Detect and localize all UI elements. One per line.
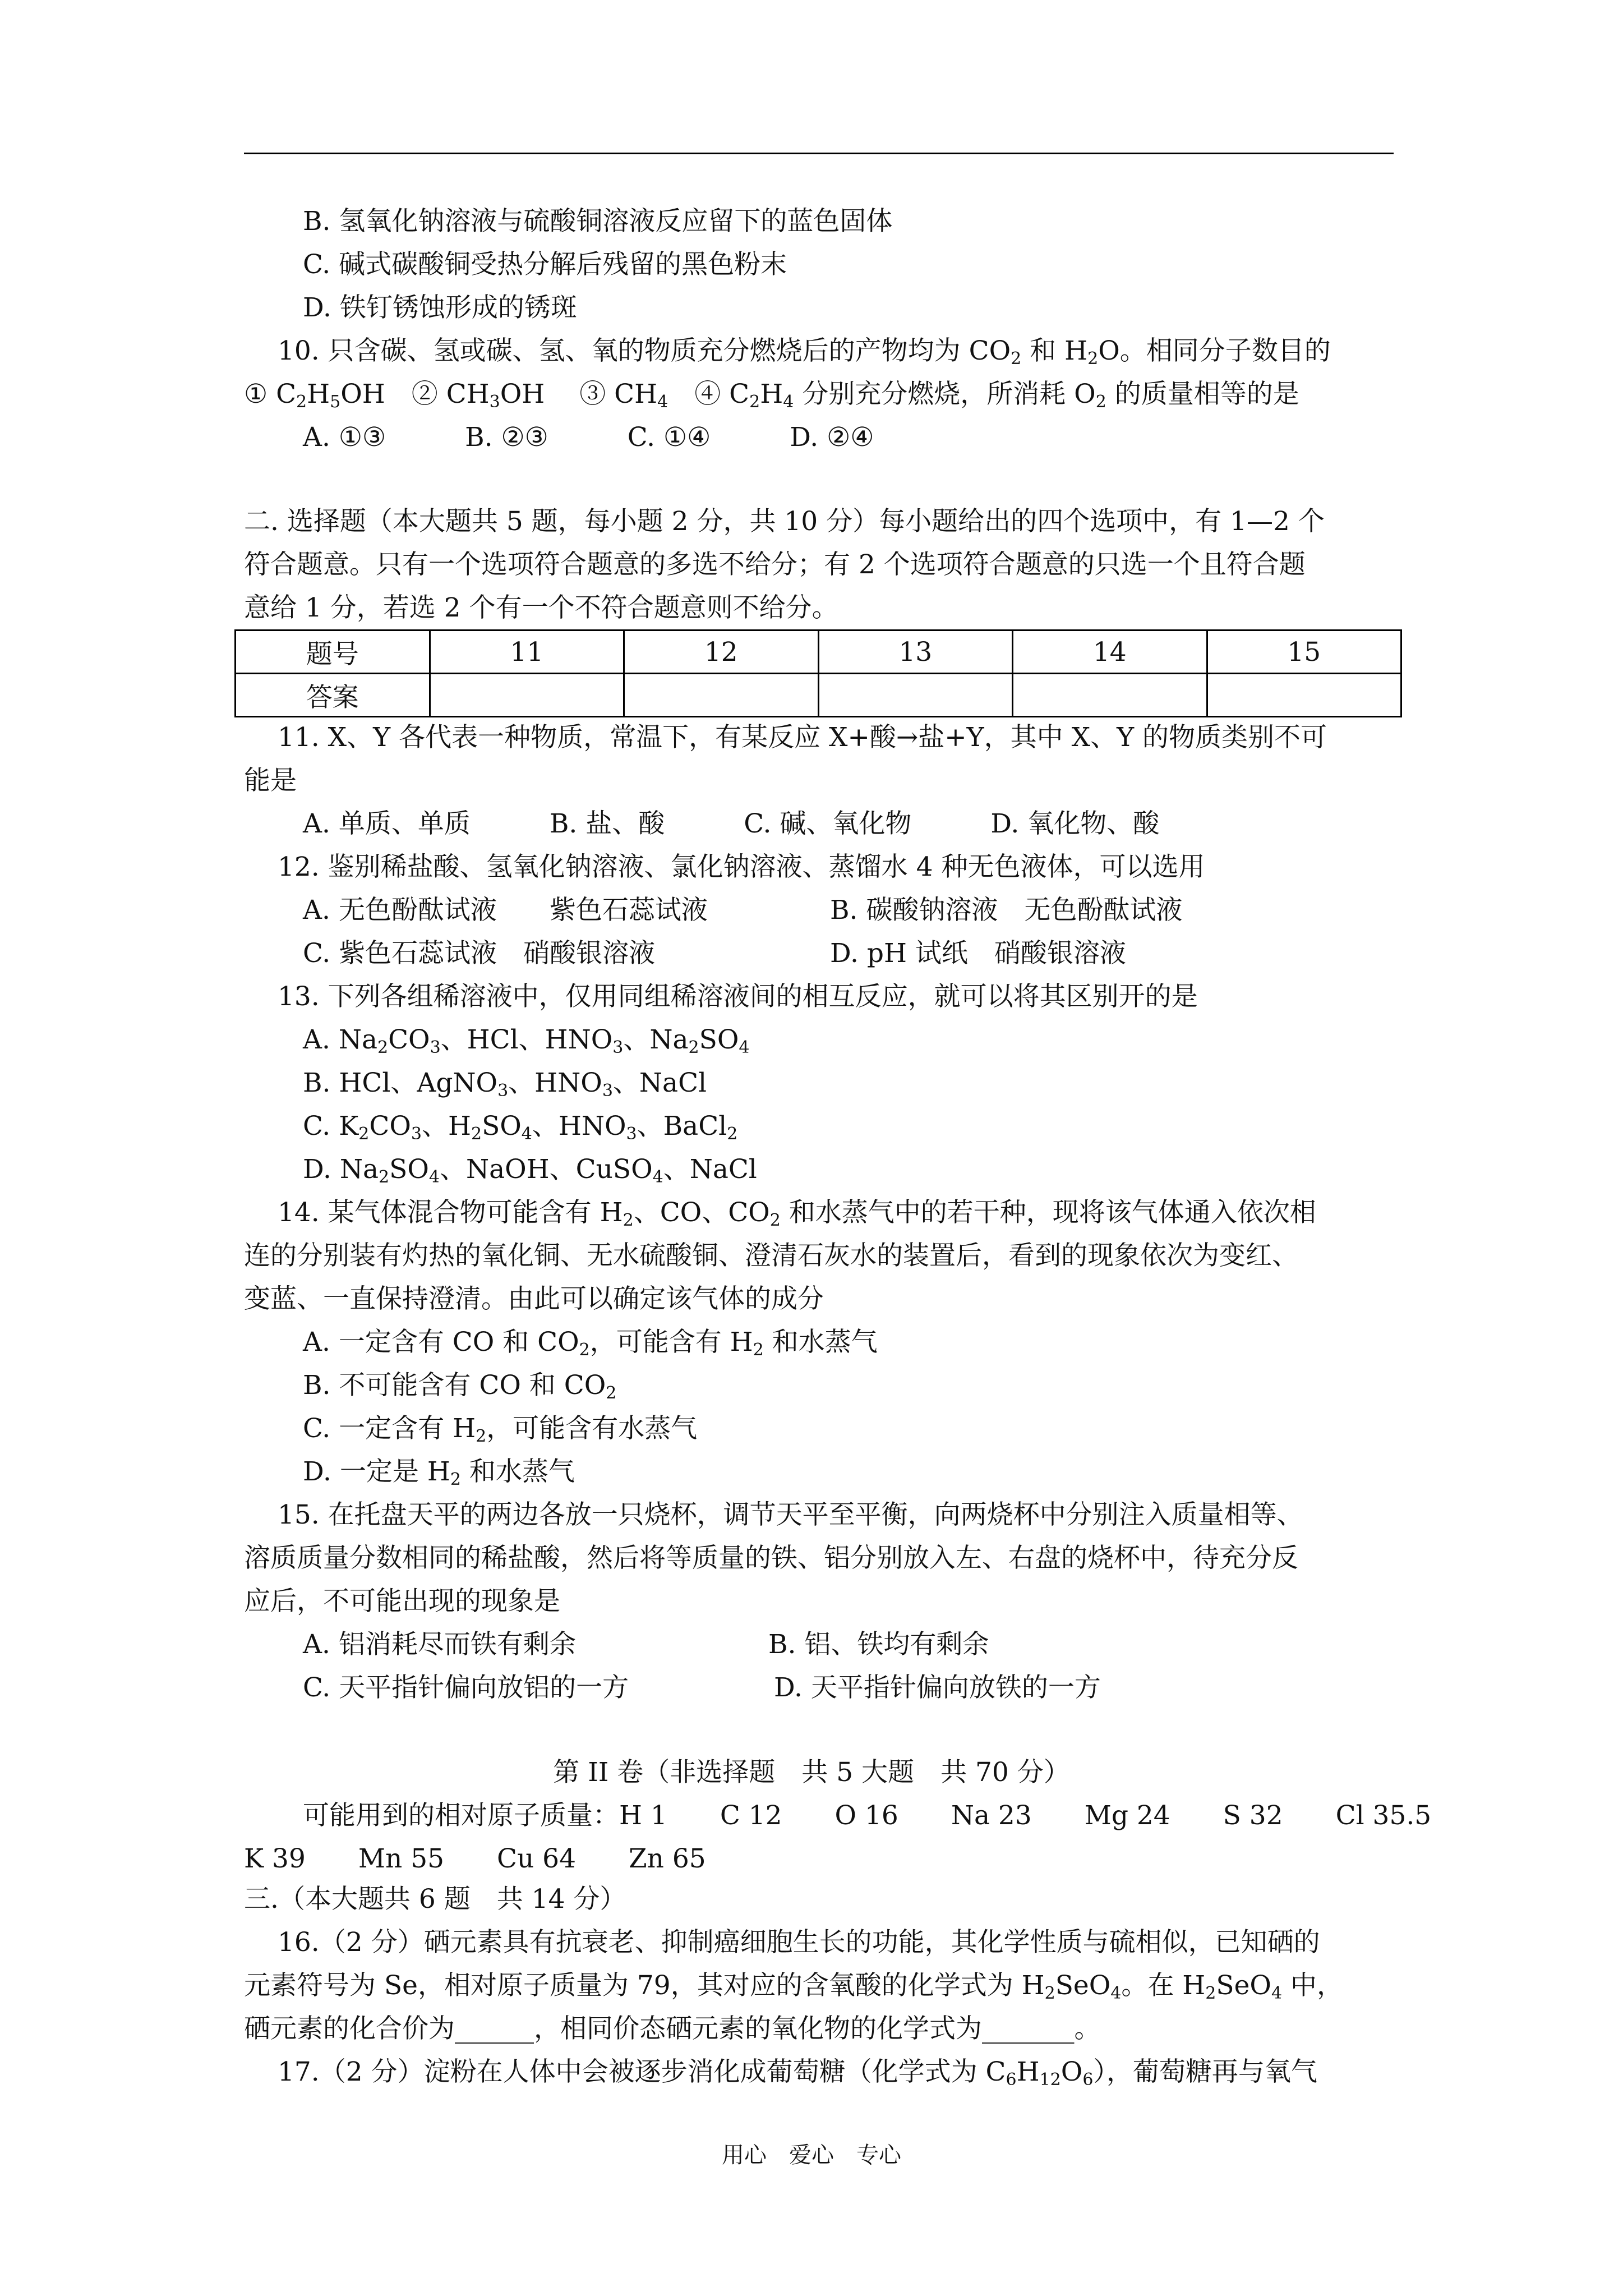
q11-stem-line1: 11. X、Y 各代表一种物质，常温下，有某反应 X+酸→盐+Y，其中 X、Y 的物质类别不可 bbox=[278, 722, 1327, 753]
table-row bbox=[236, 674, 1401, 717]
q9-option-d: D. 铁钉锈蚀形成的锈斑 bbox=[303, 292, 577, 323]
section2-intro-line1: 二. 选择题（本大题共 5 题，每小题 2 分，共 10 分）每小题给出的四个选项中，有 1—2 个 bbox=[244, 506, 1325, 537]
q15-option-a: A. 铝消耗尽而铁有剩余 bbox=[303, 1629, 576, 1660]
answer-cell[interactable] bbox=[818, 674, 1013, 717]
q15-stem-line1: 15. 在托盘天平的两边各放一只烧杯，调节天平至平衡，向两烧杯中分别注入质量相等、 bbox=[278, 1499, 1303, 1530]
table-number-cell: 12 bbox=[624, 631, 819, 674]
q11-options: A. 单质、单质 B. 盐、酸 C. 碱、氧化物 D. 氧化物、酸 bbox=[303, 808, 1160, 839]
q15-option-c: C. 天平指针偏向放铝的一方 bbox=[303, 1672, 629, 1703]
q13-stem: 13. 下列各组稀溶液中，仅用同组稀溶液间的相互反应，就可以将其区别开的是 bbox=[278, 981, 1198, 1012]
table-row bbox=[236, 631, 1401, 674]
q12-option-d: D. pH 试纸 硝酸银溶液 bbox=[830, 938, 1126, 969]
q12-option-c: C. 紫色石蕊试液 硝酸银溶液 bbox=[303, 938, 656, 969]
page-footer: 用心 爱心 专心 bbox=[722, 2142, 901, 2168]
q14-stem-line3: 变蓝、一直保持澄清。由此可以确定该气体的成分 bbox=[244, 1283, 824, 1314]
section3-heading: 三.（本大题共 6 题 共 14 分） bbox=[244, 1884, 626, 1915]
q12-option-a: A. 无色酚酞试液 紫色石蕊试液 bbox=[303, 895, 708, 926]
q10-stem-line1: 10. 只含碳、氢或碳、氢、氧的物质充分燃烧后的产物均为 $CO_2$ 和 $H_2O$。相同分子数目的 bbox=[278, 335, 1331, 369]
q14-stem-line1: 14. 某气体混合物可能含有 $H_2$、CO、$CO_2$ 和水蒸气中的若干种，现将该气体通入依次相 bbox=[278, 1197, 1316, 1230]
table-number-cell: 14 bbox=[1013, 631, 1207, 674]
q17-stem-line1: 17.（2 分）淀粉在人体中会被逐步消化成葡萄糖（化学式为 $C_6H_{12}O_6$），葡萄糖再与氧气 bbox=[278, 2056, 1317, 2090]
answer-cell[interactable] bbox=[1013, 674, 1207, 717]
q16-stem-line3: 硒元素的化合价为______，相同价态硒元素的氧化物的化学式为_______。 bbox=[244, 2013, 1101, 2044]
atomic-masses-line2: K 39 Mn 55 Cu 64 Zn 65 bbox=[244, 1843, 706, 1874]
q14-option-a: A. 一定含有 CO 和 $CO_2$，可能含有 $H_2$ 和水蒸气 bbox=[303, 1327, 878, 1360]
q16-stem-line2: 元素符号为 Se，相对原子质量为 79，其对应的含氧酸的化学式为 $H_2SeO_4$。在 $H_2SeO_4$ 中， bbox=[244, 1970, 1343, 2003]
q14-option-c: C. 一定含有 $H_2$，可能含有水蒸气 bbox=[303, 1413, 698, 1446]
q13-option-a: A. $Na_2CO_3$、HCl、$HNO_3$、$Na_2SO_4$ bbox=[303, 1024, 750, 1057]
answer-cell[interactable] bbox=[430, 674, 624, 717]
answer-cell[interactable] bbox=[1207, 674, 1401, 717]
q15-stem-line3: 应后，不可能出现的现象是 bbox=[244, 1586, 560, 1617]
q14-option-b: B. 不可能含有 CO 和 $CO_2$ bbox=[303, 1370, 617, 1403]
q13-option-b: B. HCl、AgNO$_3$、$HNO_3$、NaCl bbox=[303, 1068, 707, 1101]
section2-intro-line3: 意给 1 分，若选 2 个有一个不符合题意则不给分。 bbox=[244, 592, 838, 623]
q15-option-b: B. 铝、铁均有剩余 bbox=[768, 1629, 989, 1660]
q9-option-b: B. 氢氧化钠溶液与硫酸铜溶液反应留下的蓝色固体 bbox=[303, 206, 893, 237]
q10-stem-line2: ① $C_2H_5OH$ ② $CH_3OH$ ③ $CH_4$ ④ $C_2H_4$ 分别充分燃烧，所消耗 $O_2$ 的质量相等的是 bbox=[244, 379, 1299, 412]
table-number-cell: 15 bbox=[1207, 631, 1401, 674]
answer-cell[interactable] bbox=[624, 674, 819, 717]
q12-option-b: B. 碳酸钠溶液 无色酚酞试液 bbox=[830, 895, 1183, 926]
table-number-cell: 11 bbox=[430, 631, 624, 674]
header-rule bbox=[244, 153, 1394, 154]
q14-stem-line2: 连的分别装有灼热的氧化铜、无水硫酸铜、澄清石灰水的装置后，看到的现象依次为变红、 bbox=[244, 1240, 1298, 1271]
section2-intro-line2: 符合题意。只有一个选项符合题意的多选不给分；有 2 个选项符合题意的只选一个且符合题 bbox=[244, 549, 1306, 580]
atomic-masses-line1: 可能用到的相对原子质量：H 1 C 12 O 16 Na 23 Mg 24 S 32 Cl 35.5 bbox=[303, 1800, 1432, 1831]
q11-stem-line2: 能是 bbox=[244, 765, 297, 796]
q9-option-c: C. 碱式碳酸铜受热分解后残留的黑色粉末 bbox=[303, 249, 787, 280]
q15-stem-line2: 溶质质量分数相同的稀盐酸，然后将等质量的铁、铝分别放入左、右盘的烧杯中，待充分反 bbox=[244, 1543, 1298, 1573]
table-header-cell: 答案 bbox=[236, 674, 430, 717]
q14-option-d: D. 一定是 $H_2$ 和水蒸气 bbox=[303, 1456, 575, 1489]
q10-options: A. ①③ B. ②③ C. ①④ D. ②④ bbox=[303, 422, 874, 453]
q13-option-d: D. $Na_2SO_4$、NaOH、CuSO$_4$、NaCl bbox=[303, 1154, 757, 1187]
table-header-cell: 题号 bbox=[236, 631, 430, 674]
q13-option-c: C. $K_2CO_3$、$H_2SO_4$、$HNO_3$、BaCl$_2$ bbox=[303, 1111, 738, 1144]
table-number-cell: 13 bbox=[818, 631, 1013, 674]
q15-option-d: D. 天平指针偏向放铁的一方 bbox=[774, 1672, 1101, 1703]
part2-title: 第 II 卷（非选择题 共 5 大题 共 70 分） bbox=[553, 1757, 1070, 1788]
q12-stem: 12. 鉴别稀盐酸、氢氧化钠溶液、氯化钠溶液、蒸馏水 4 种无色液体，可以选用 bbox=[278, 852, 1205, 882]
q16-stem-line1: 16.（2 分）硒元素具有抗衰老、抑制癌细胞生长的功能，其化学性质与硫相似，已知硒的 bbox=[278, 1927, 1320, 1958]
answer-table bbox=[234, 629, 1402, 717]
